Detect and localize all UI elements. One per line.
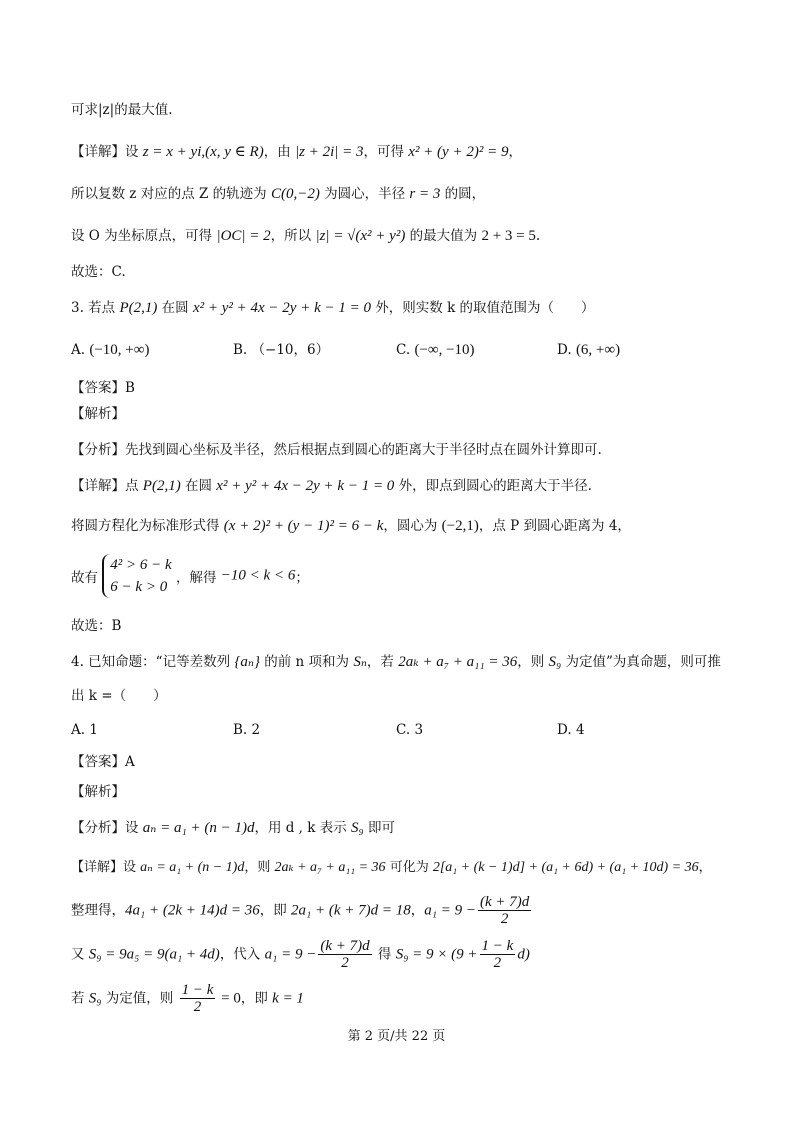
option-d xyxy=(557,340,620,360)
text-line xyxy=(71,686,167,706)
math: a₁ = 9 − xyxy=(264,946,317,963)
math: Sₙ xyxy=(353,654,367,670)
math: 2aₖ + a₇ + a₁₁ = 36 xyxy=(398,654,518,670)
math: S₉ = 9 × (9 + xyxy=(395,946,478,963)
line-text: 设 O 为坐标原点，可得 xyxy=(71,228,217,244)
math: S₉ xyxy=(351,820,364,836)
line-text: 整理得， xyxy=(71,902,125,919)
math: C(0,−2) xyxy=(270,186,320,202)
line-text: ，用 d , k 表示 xyxy=(254,820,352,836)
page-footer xyxy=(0,1025,793,1044)
line-text: ，可得 xyxy=(363,144,409,160)
text-line xyxy=(71,226,540,246)
line-text: ，圆心为 xyxy=(383,518,442,534)
text-line xyxy=(71,262,126,282)
line-text: ，代入 xyxy=(219,946,265,963)
inequality-system-line xyxy=(71,554,309,598)
math: aₙ = a₁ + (n − 1)d xyxy=(140,860,245,875)
text-line xyxy=(71,616,121,636)
math: |OC| = 2 xyxy=(216,228,271,244)
question-3 xyxy=(71,298,595,318)
line-text: 3. 若点 xyxy=(71,300,120,316)
line-text: ， xyxy=(698,860,712,875)
math: z = x + yi,(x, y ∈ R) xyxy=(142,144,264,160)
fraction xyxy=(180,982,216,1015)
inequality-system xyxy=(102,554,171,598)
line-text: 为圆心，半径 xyxy=(319,186,410,202)
line-text: 出 k =（ ） xyxy=(71,688,167,704)
text-line xyxy=(71,858,712,878)
math: −10 < k < 6 xyxy=(220,567,296,584)
text-line xyxy=(71,516,631,536)
line-text: 【分析】先找到圆心坐标及半径，然后根据点到圆心的距离大于半径时点在圆外计算即可. xyxy=(71,442,602,458)
answer-label xyxy=(71,378,135,398)
option-letter: D. xyxy=(557,722,572,738)
math: |z| = √(x² + y²) xyxy=(315,228,406,244)
option-value: (6, +∞) xyxy=(575,342,621,358)
fraction-numerator: 1 − k xyxy=(181,982,214,998)
text-line xyxy=(71,440,602,460)
line-text: 可化为 xyxy=(385,860,433,875)
math: 4² > 6 − k xyxy=(110,557,172,573)
line-text: 【详解】点 xyxy=(71,478,143,494)
line-text: ，即 xyxy=(259,902,292,919)
option-value: (−10, +∞) xyxy=(89,342,150,358)
question-4 xyxy=(71,652,721,672)
math: (x + 2)² + (y − 1)² = 6 − k xyxy=(223,518,384,534)
line-text: 又 xyxy=(71,946,89,963)
option-c xyxy=(396,340,475,360)
line-text: 将圆方程化为标准形式得 xyxy=(71,518,224,534)
option-b xyxy=(233,340,329,360)
math: 2aₖ + a₇ + a₁₁ = 36 xyxy=(274,860,386,875)
option-value: 4 xyxy=(575,722,585,738)
math: S₉ xyxy=(88,990,102,1007)
math: x² + (y + 2)² = 9 xyxy=(408,144,509,160)
math: 6 − k > 0 xyxy=(110,579,168,595)
line-text: ； xyxy=(295,570,309,586)
fraction xyxy=(480,938,516,971)
line-text: 在圆 xyxy=(157,300,193,316)
line-text: ，即 xyxy=(240,990,273,1007)
line-text: 故选：B xyxy=(71,618,122,634)
text-line xyxy=(71,938,530,971)
math: = 0 xyxy=(217,990,241,1007)
line-text: 4. 已知命题：“记等差数列 xyxy=(71,654,235,670)
option-value: 1 xyxy=(89,722,98,738)
option-a xyxy=(71,340,149,360)
text-line xyxy=(71,100,173,120)
line-text: 的圆， xyxy=(440,186,486,202)
fraction xyxy=(478,894,531,927)
fraction-denominator: 2 xyxy=(193,999,202,1015)
math: k = 1 xyxy=(272,990,304,1007)
line-text: ，所以 xyxy=(270,228,316,244)
option-d xyxy=(557,720,585,740)
option-value: (−∞, −10) xyxy=(414,342,475,358)
option-letter: A. xyxy=(71,722,86,738)
option-c xyxy=(396,720,423,740)
text-line xyxy=(71,894,533,927)
math: S₉ = 9a₅ = 9(a₁ + 4d) xyxy=(88,946,220,963)
math: 2[a₁ + (k − 1)d] + (a₁ + 6d) + (a₁ + 10d) = 36 xyxy=(432,860,699,875)
line-text: 【详解】设 xyxy=(71,144,143,160)
line-text: 【分析】设 xyxy=(71,820,143,836)
line-text: 【答案】A xyxy=(71,754,135,770)
math: P(2,1) xyxy=(119,300,158,316)
option-value: 3 xyxy=(414,722,424,738)
math: r = 3 xyxy=(409,186,441,202)
line-text: 可求|z|的最大值. xyxy=(71,102,173,118)
fraction-denominator: 2 xyxy=(493,955,502,971)
option-b xyxy=(233,720,260,740)
line-text: ， xyxy=(508,144,522,160)
line-text: 【解析】 xyxy=(71,784,125,800)
option-value: （−10，6） xyxy=(251,342,330,358)
math: a₁ = 9 − xyxy=(424,902,476,919)
line-text: ，解得 xyxy=(176,570,221,586)
fraction-numerator: (k + 7)d xyxy=(479,894,530,910)
line-text: 【答案】B xyxy=(71,380,135,396)
option-letter: B. xyxy=(233,342,248,358)
analysis-label xyxy=(71,782,125,802)
option-letter: C. xyxy=(396,722,411,738)
line-text: 【解析】 xyxy=(71,406,125,422)
fraction xyxy=(318,938,371,971)
line-text: 为定值”为真命题，则可推 xyxy=(561,654,721,670)
line-text: ，由 xyxy=(263,144,295,160)
math: x² + y² + 4x − 2y + k − 1 = 0 xyxy=(216,478,395,494)
fraction-numerator: 1 − k xyxy=(481,938,514,954)
fraction-denominator: 2 xyxy=(341,955,349,971)
math: 2 + 3 = 5 xyxy=(481,228,536,244)
line-text: 即可 xyxy=(363,820,396,836)
line-text: 故选：C. xyxy=(71,264,126,280)
line-text: 故有 xyxy=(71,570,98,586)
option-letter: B. xyxy=(233,722,248,738)
answer-label xyxy=(71,752,135,772)
line-text: ，点 P 到圆心距离为 4， xyxy=(478,518,631,534)
math: {aₙ} xyxy=(234,654,260,670)
line-text: 为定值，则 xyxy=(101,990,178,1007)
line-text: ，则 xyxy=(244,860,275,875)
math: x² + y² + 4x − 2y + k − 1 = 0 xyxy=(192,300,371,316)
text-line xyxy=(71,142,522,162)
text-line xyxy=(71,818,395,838)
option-letter: D. xyxy=(557,342,572,358)
fraction-numerator: (k + 7)d xyxy=(320,938,370,954)
line-text: 外，则实数 k 的取值范围为（ ） xyxy=(370,300,595,316)
math: (−2,1) xyxy=(441,518,479,534)
line-text: 的前 n 项和为 xyxy=(259,654,354,670)
option-a xyxy=(71,720,98,740)
text-line xyxy=(71,184,485,204)
fraction-denominator: 2 xyxy=(500,911,509,927)
math: P(2,1) xyxy=(142,478,181,494)
math: d) xyxy=(517,946,530,963)
line-text: 外，即点到圆心的距离大于半径. xyxy=(394,478,592,494)
analysis-label xyxy=(71,404,125,424)
line-text: 在圆 xyxy=(180,478,217,494)
text-line xyxy=(71,476,592,496)
text-line xyxy=(71,982,304,1015)
math: S₉ xyxy=(548,654,562,670)
line-text: ， xyxy=(410,902,425,919)
line-text: ，则 xyxy=(517,654,549,670)
line-text: 所以复数 z 对应的点 Z 的轨迹为 xyxy=(71,186,271,202)
line-text: ，若 xyxy=(366,654,399,670)
line-text: 若 xyxy=(71,990,89,1007)
line-text: 【详解】设 xyxy=(71,860,141,875)
line-text: 的最大值为 xyxy=(405,228,482,244)
math: 2a₁ + (k + 7)d = 18 xyxy=(291,902,411,919)
option-letter: C. xyxy=(396,342,411,358)
math: |z + 2i| = 3 xyxy=(294,144,364,160)
page-number: 第 2 页/共 22 页 xyxy=(347,1029,446,1044)
math: 4a₁ + (2k + 14)d = 36 xyxy=(125,902,260,919)
line-text: 得 xyxy=(373,946,396,963)
option-value: 2 xyxy=(251,722,261,738)
line-text: . xyxy=(535,228,541,244)
option-letter: A. xyxy=(71,342,86,358)
math: aₙ = a₁ + (n − 1)d xyxy=(142,820,255,836)
